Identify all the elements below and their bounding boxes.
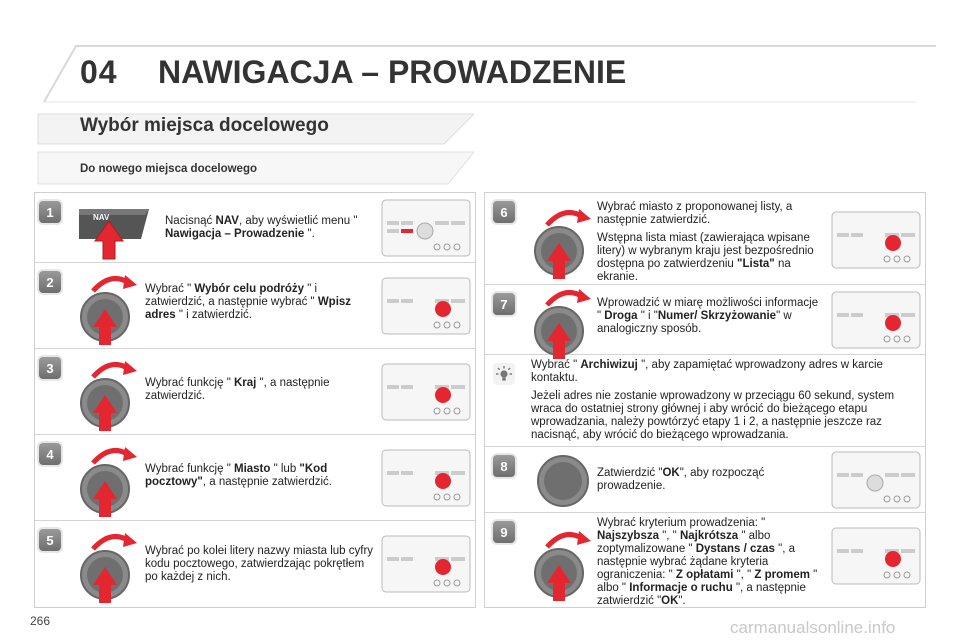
step-1-text: Nacisnąć NAV, aby wyświetlić menu " Nawigacja – Prowadzenie ".	[165, 215, 358, 240]
step-9-row	[485, 513, 925, 607]
rotary-knob-icon	[533, 451, 593, 511]
step-number-badge: 9	[493, 521, 515, 543]
rotary-knob-icon	[77, 265, 141, 347]
radio-unit-icon	[831, 527, 921, 585]
page-number: 266	[30, 614, 51, 628]
section-title: Wybór miejsca docelowego	[80, 115, 329, 136]
step-number-badge: 4	[39, 443, 61, 465]
step-number-badge: 1	[39, 201, 61, 223]
radio-unit-icon	[381, 449, 471, 507]
nav-key-icon	[75, 201, 155, 261]
tip-row	[485, 355, 925, 447]
step-1-row	[35, 193, 475, 263]
step-7-text: Wprowadzić w miarę możliwości informacje " Droga " i "Numer/ Skrzyżowanie" w analogiczny sposób.	[597, 297, 819, 335]
rotary-knob-icon	[531, 279, 595, 361]
step-8-row	[485, 447, 925, 513]
step-number-badge: 5	[39, 529, 61, 551]
steps-left-box	[34, 192, 476, 608]
subsection-title: Do nowego miejsca docelowego	[80, 163, 258, 175]
step-7-row	[485, 285, 925, 355]
radio-unit-icon	[831, 291, 921, 349]
step-4-row	[35, 435, 475, 521]
step-2-text: Wybrać " Wybór celu podróży " i zatwierdzić, a następnie wybrać " Wpisz adres " i zatwierdzić.	[145, 283, 352, 321]
radio-unit-icon	[831, 211, 921, 269]
step-number-badge: 6	[493, 201, 515, 223]
tip-text: Wybrać " Archiwizuj ", aby zapamiętać wprowadzony adres w karcie kontaktu. Jeżeli adres nie zostanie wprowadzony w przeciągu 60 sekund, system wraca do ostatniej strony głównej i aby wrócić do bieżącego etapu wprowadzania, należy powtórzyć etapy 1 i 2, a następnie jeszcze raz nacisnąć, aby wrócić do bieżącego wprowadzania.	[531, 359, 895, 441]
rotary-knob-icon	[77, 523, 141, 605]
step-2-row	[35, 263, 475, 349]
step-6-text: Wybrać miasto z proponowanej listy, a następnie zatwierdzić. Wstępna lista miast (zawierająca wpisane litery) w wybranym kraju jest bezpośrednio dostępna po zatwierdzeniu "Lista" na ekranie.	[597, 201, 814, 283]
step-number-badge: 8	[493, 455, 515, 477]
rotary-knob-icon	[531, 521, 595, 603]
step-6-row	[485, 193, 925, 285]
step-5-text: Wybrać po kolei litery nazwy miasta lub cyfry kodu pocztowego, zatwierdzając pokrętłem po każdej z nich.	[145, 545, 374, 583]
radio-unit-icon	[381, 277, 471, 335]
chapter-number: 04	[80, 54, 118, 90]
step-number-badge: 3	[39, 357, 61, 379]
radio-unit-icon	[381, 199, 471, 257]
step-5-row	[35, 521, 475, 607]
step-9-text: Wybrać kryterium prowadzenia: " Najszybsza ", " Najkrótsza " albo zoptymalizowane " Dystans / czas ", a następnie wybrać żądane kryteria ograniczenia: " Z opłatami ", " Z promem " albo " Informacje o ruchu ", a następnie zatwierdzić "OK".	[597, 517, 818, 607]
radio-unit-icon	[831, 451, 921, 509]
step-8-text: Zatwierdzić "OK", aby rozpocząć prowadzenie.	[597, 467, 765, 492]
nav-key-label: NAV	[93, 213, 110, 222]
page-title: NAWIGACJA – PROWADZENIE	[158, 54, 627, 90]
rotary-knob-icon	[77, 437, 141, 519]
step-number-badge: 2	[39, 271, 61, 293]
steps-right-box	[484, 192, 926, 608]
step-3-row	[35, 349, 475, 435]
step-number-badge: 7	[493, 293, 515, 315]
radio-unit-icon	[381, 535, 471, 593]
rotary-knob-icon	[531, 199, 595, 281]
lightbulb-icon	[493, 363, 515, 385]
step-3-text: Wybrać funkcję " Kraj ", a następnie zatwierdzić.	[145, 377, 330, 402]
rotary-knob-icon	[77, 351, 141, 433]
watermark: carmanualsonline.info	[730, 618, 896, 637]
radio-unit-icon	[381, 363, 471, 421]
step-4-text: Wybrać funkcję " Miasto " lub "Kod pocztowy", a następnie zatwierdzić.	[145, 463, 332, 488]
